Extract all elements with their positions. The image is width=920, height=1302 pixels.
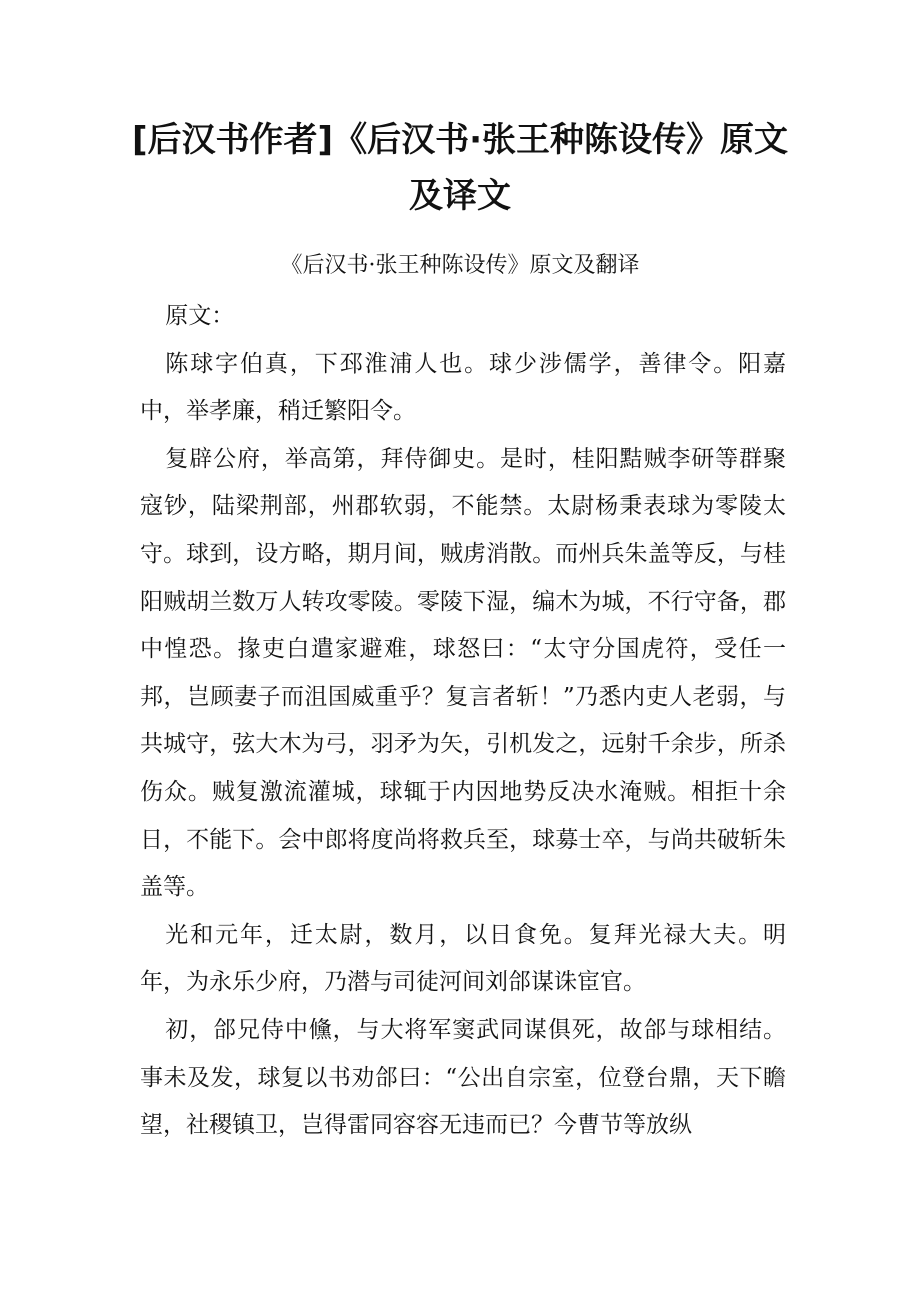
paragraph: 初，郃兄侍中儵，与大将军窦武同谋俱死，故郃与球相结。事未及发，球复以书劝郃曰：“公出自宗室，位登台鼎，天下瞻望，社稷镇卫，岂得雷同容容无违而已？今曹节等放纵 <box>140 1016 786 1139</box>
paragraph: 陈球字伯真，下邳淮浦人也。球少涉儒学，善律令。阳嘉中，举孝廉，稍迁繁阳令。 <box>140 350 786 425</box>
paragraph: 光和元年，迁太尉，数月，以日食免。复拜光禄大夫。明年，为永乐少府，乃潜与司徒河间刘郃谋诛宦官。 <box>140 921 786 996</box>
section-label: 原文： <box>165 303 235 329</box>
document-subtitle: 《后汉书·张王种陈设传》原文及翻译 <box>280 253 640 278</box>
paragraph: 复辟公府，举高第，拜侍御史。是时，桂阳黠贼李研等群聚寇钞，陆梁荆部，州郡软弱，不能禁。太尉杨秉表球为零陵太守。球到，设方略，期月间，贼虏消散。而州兵朱盖等反，与桂阳贼胡兰数万人转攻零陵。零陵下湿，编木为城，不行守备，郡中惶恐。掾吏白遣家避难，球怒曰：“太守分国虎符，受任一邦，岂顾妻子而沮国威重乎？复言者斩！”乃悉内吏人老弱，与共城守，弦大木为弓，羽矛为矢，引机发之，远射千余步，所杀伤众。贼复激流灌城，球辄于内因地势反决水淹贼。相拒十余日，不能下。会中郎将度尚将救兵至，球募士卒，与尚共破斩朱盖等。 <box>140 445 786 901</box>
document-title: [后汉书作者]《后汉书·张王种陈设传》原文及译文 <box>132 120 788 216</box>
document-body <box>140 293 786 1150</box>
